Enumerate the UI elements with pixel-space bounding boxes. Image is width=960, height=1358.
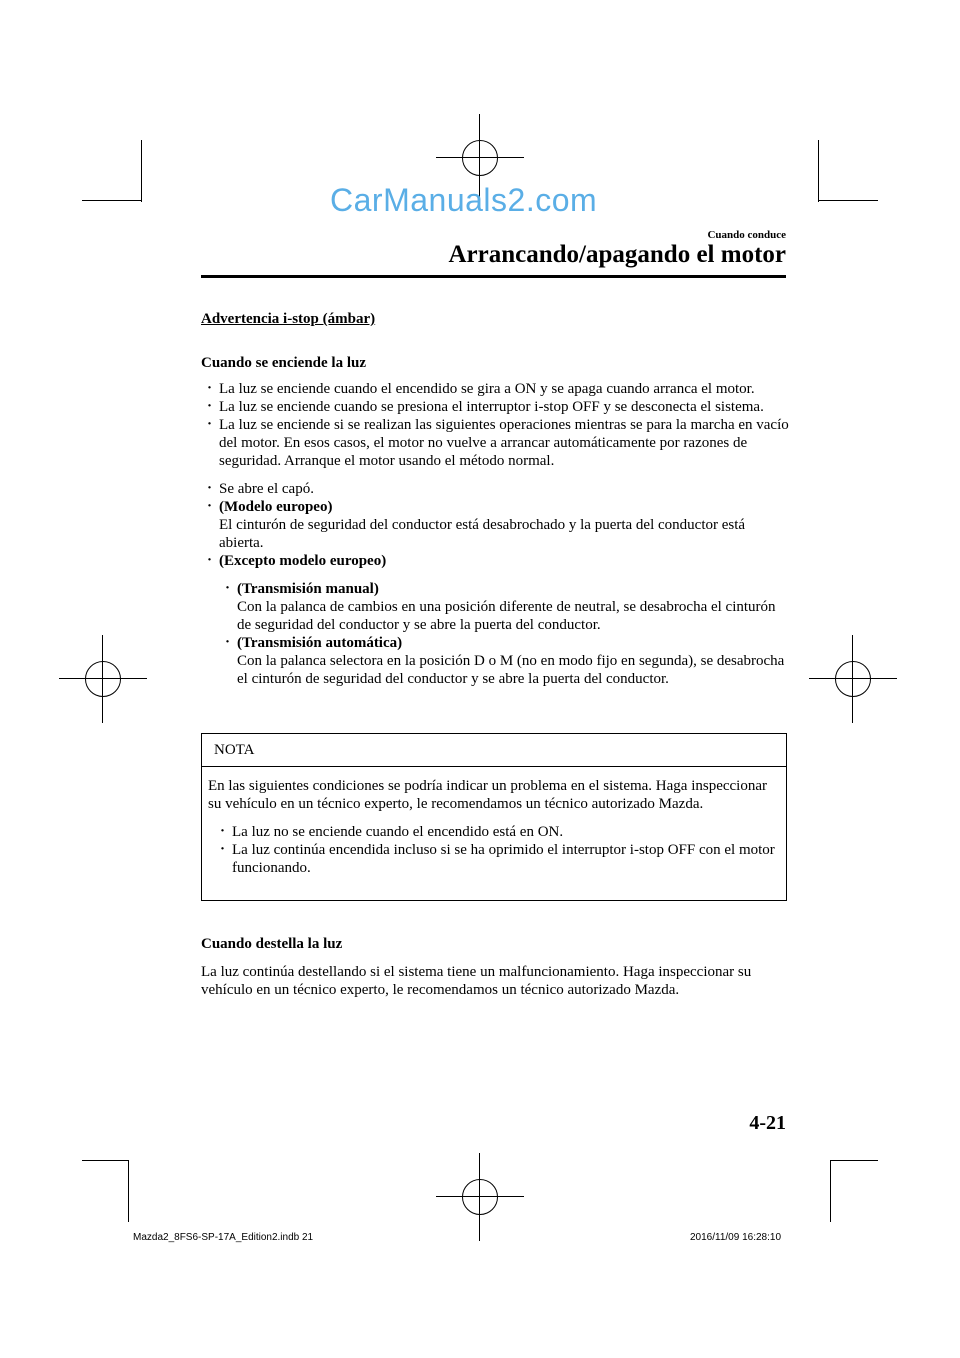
crop-mark <box>818 140 819 202</box>
list-item <box>219 634 791 688</box>
crop-mark <box>82 200 142 201</box>
crop-mark <box>818 200 878 201</box>
list-item <box>201 552 791 570</box>
registration-mark-left <box>59 635 147 723</box>
sub-sub-bullet-list <box>219 580 791 688</box>
section-heading: Advertencia i-stop (ámbar) <box>201 311 376 327</box>
footer-timestamp: 2016/11/09 16:28:10 <box>690 1232 782 1243</box>
flash-text: La luz continúa destellando si el sistema tiene un malfuncionamiento. Haga inspeccionar su vehículo en un técnico experto, le recomendamos un técnico autorizado Mazda. <box>201 964 752 998</box>
list-item: · La luz se enciende cuando se presiona el interruptor i-stop OFF y se desconecta el sistema. <box>201 398 791 416</box>
item-text: El cinturón de seguridad del conductor está desabrochado y la puerta del conductor está abierta. <box>219 517 746 551</box>
main-content <box>201 310 791 688</box>
note-box <box>201 733 787 901</box>
crop-mark <box>830 1160 878 1161</box>
list-item: · La luz se enciende cuando el encendido se gira a ON y se apaga cuando arranca el motor. <box>201 380 791 398</box>
watermark: CarManuals2.com <box>330 182 598 218</box>
registration-mark-bottom <box>436 1153 524 1241</box>
crop-mark <box>82 1160 128 1161</box>
list-item: · La luz continúa encendida incluso si se ha oprimido el interruptor i-stop OFF con el motor funcionando. <box>208 841 780 877</box>
sub-bullet-list <box>201 480 791 570</box>
page-number: 4-21 <box>749 1112 786 1134</box>
registration-mark-right <box>809 635 897 723</box>
item-title: · (Excepto modelo europeo) <box>219 553 387 569</box>
item-title: · (Transmisión automática) <box>237 635 403 651</box>
item-text: Con la palanca de cambios en una posición diferente de neutral, se desabrocha el cinturón de seguridad del conductor y se abre la puerta del conductor. <box>237 599 776 633</box>
flash-section <box>201 935 791 999</box>
subheading-when-on: Cuando se enciende la luz <box>201 355 367 371</box>
section-label: Cuando conduce <box>707 229 786 241</box>
crop-mark <box>830 1160 831 1222</box>
item-text: Con la palanca selectora en la posición D o M (no en modo fijo en segunda), se desabrocha el cinturón de seguridad del conductor y se abre la puerta del conductor. <box>237 653 785 687</box>
list-item: · Se abre el capó. <box>201 480 791 498</box>
note-body <box>202 767 786 877</box>
header-rule <box>201 275 786 278</box>
footer-file: Mazda2_8FS6-SP-17A_Edition2.indb 21 <box>133 1232 314 1243</box>
subheading-when-flash: Cuando destella la luz <box>201 936 343 952</box>
note-list <box>208 823 780 877</box>
item-title: · (Transmisión manual) <box>237 581 379 597</box>
note-title: NOTA <box>202 734 786 767</box>
list-item: · La luz no se enciende cuando el encendido está en ON. <box>208 823 780 841</box>
bullet-list <box>201 380 791 470</box>
item-title: · (Modelo europeo) <box>219 499 333 515</box>
list-item: · La luz se enciende si se realizan las siguientes operaciones mientras se para la marcha en vacío del motor. En esos casos, el motor no vuelve a arrancar automáticamente por razones de seguridad. Arranque el motor usando el método normal. <box>201 416 791 470</box>
list-item <box>201 498 791 552</box>
crop-mark <box>128 1160 129 1222</box>
crop-mark <box>141 140 142 202</box>
list-item <box>219 580 791 634</box>
note-intro: En las siguientes condiciones se podría indicar un problema en el sistema. Haga inspeccionar su vehículo en un técnico experto, le recomendamos un técnico autorizado Mazda. <box>208 778 767 812</box>
page-title: Arrancando/apagando el motor <box>448 241 786 268</box>
